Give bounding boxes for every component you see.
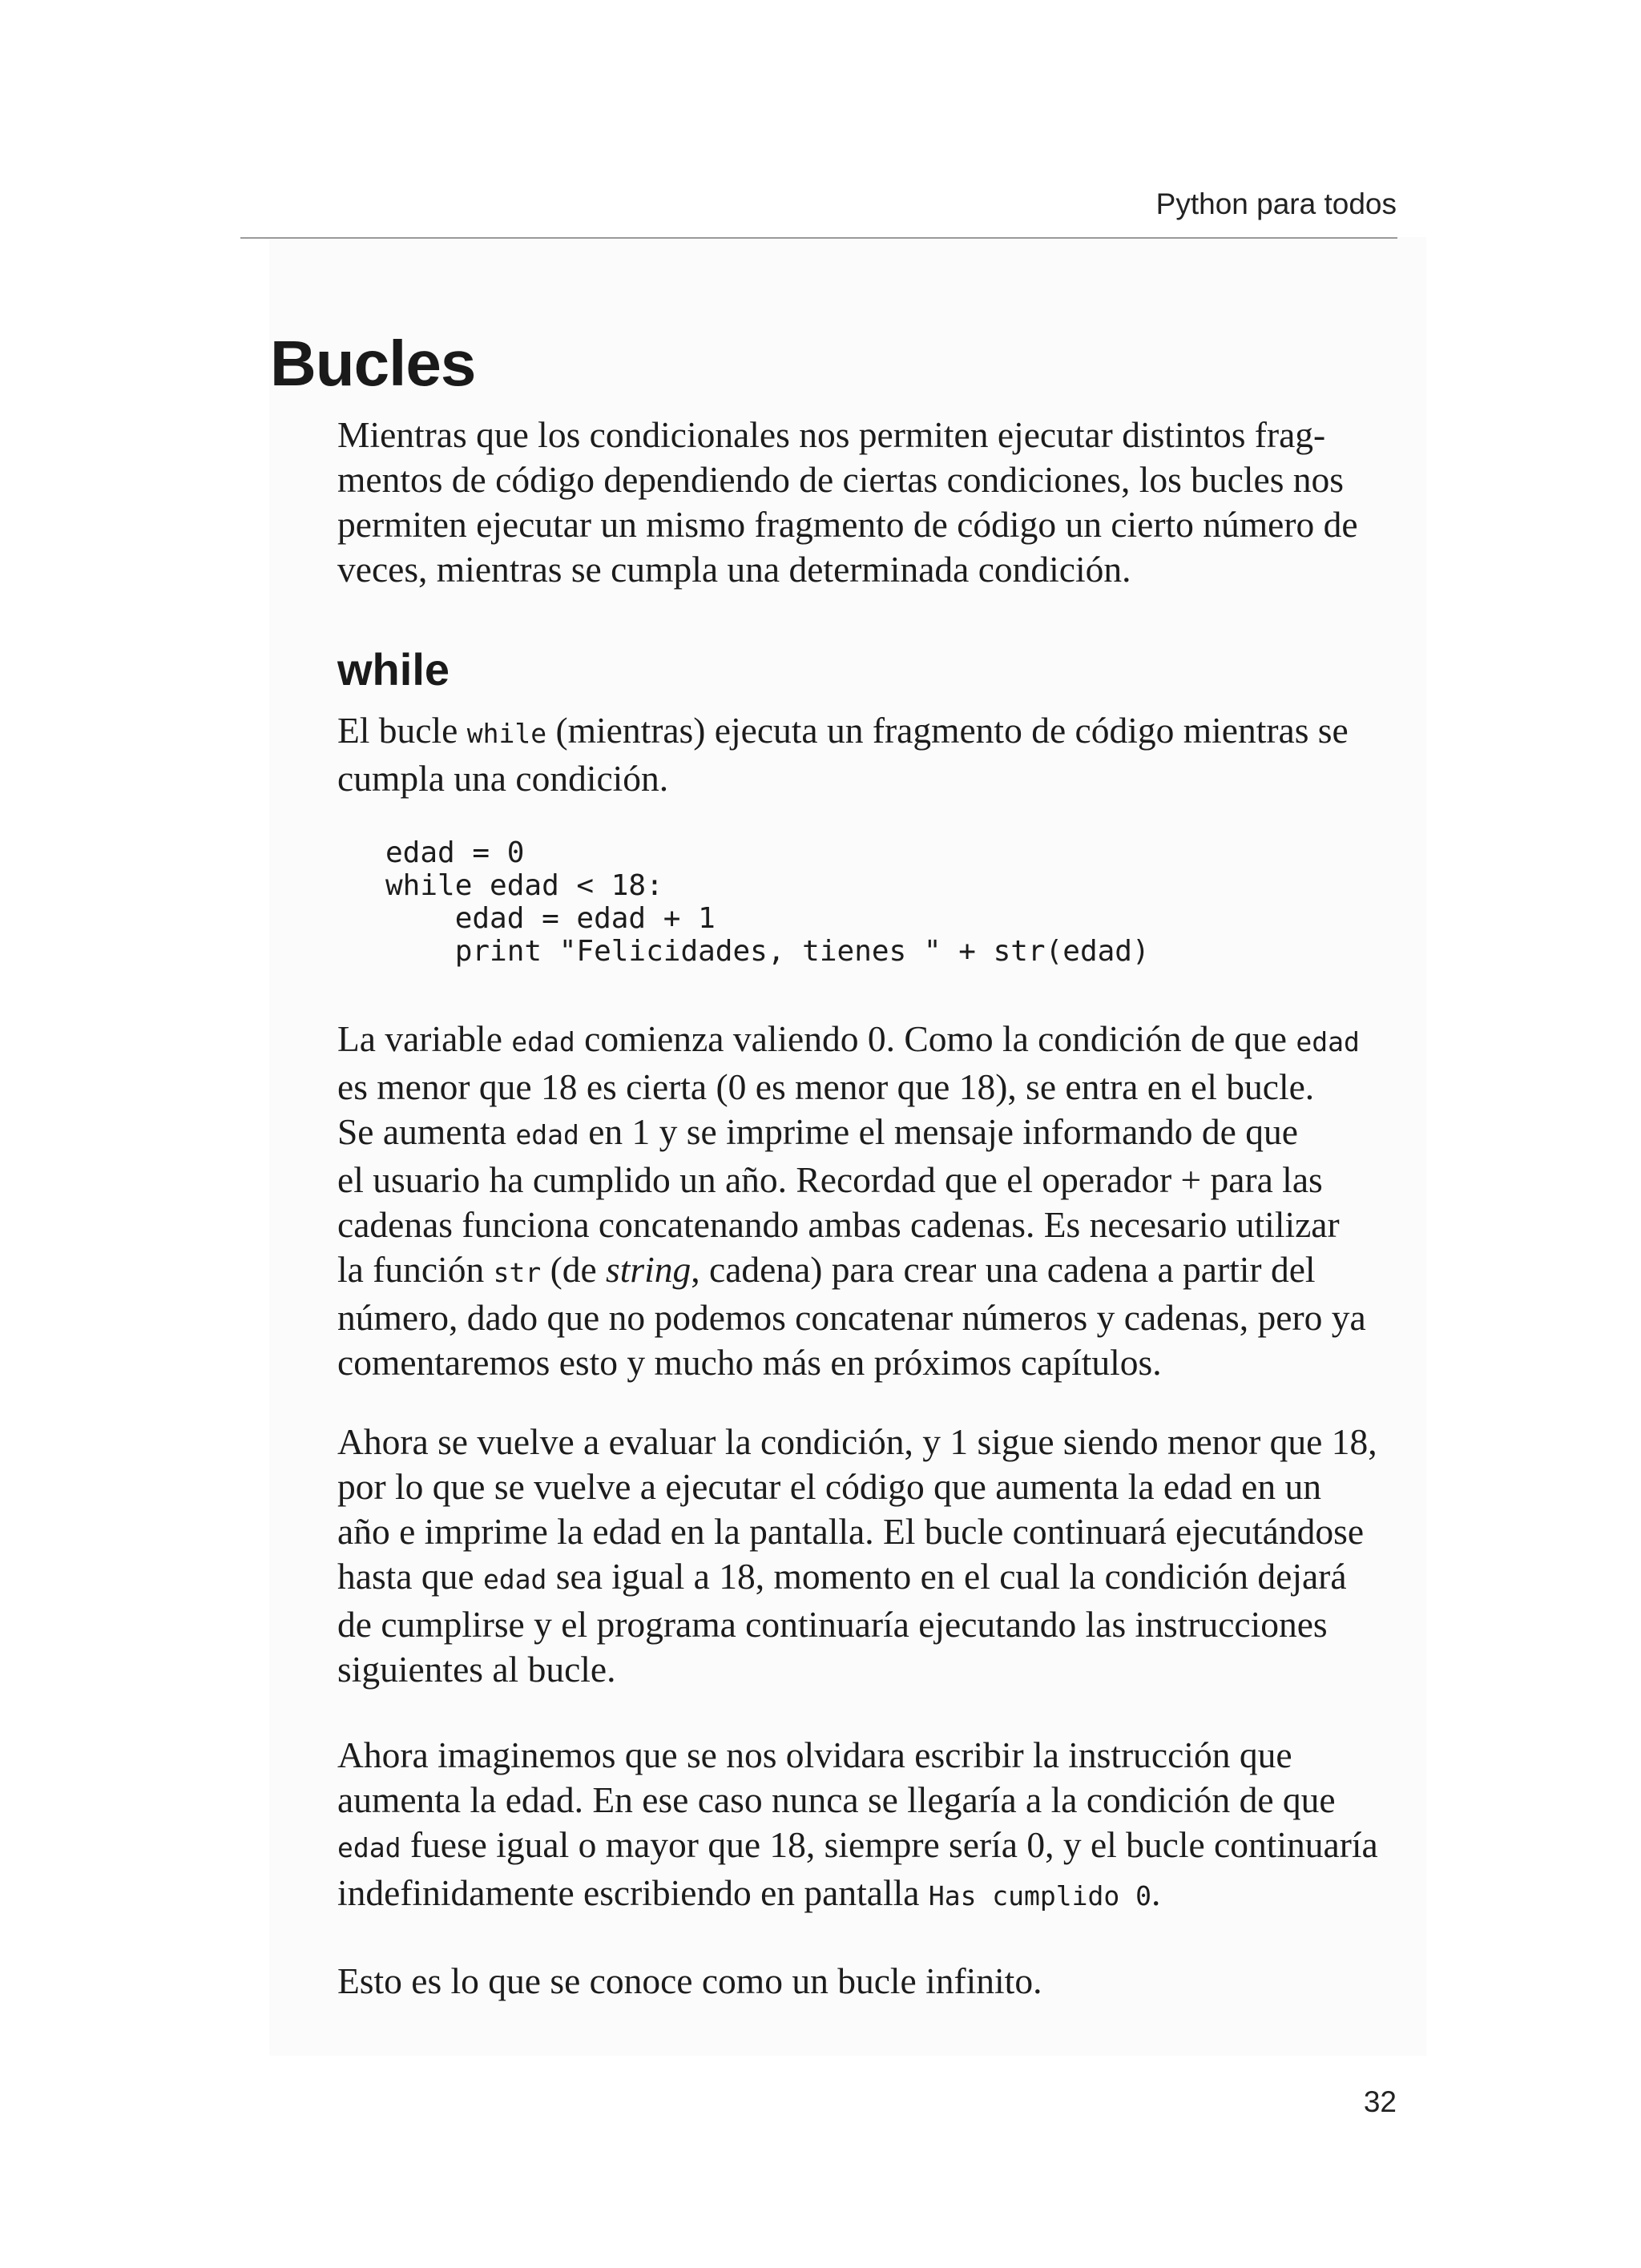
- paragraph-line: comentaremos esto y mucho más en próximos capítulos.: [337, 1342, 1162, 1383]
- paragraph-line: edad fuese igual o mayor que 18, siempre sería 0, y el bucle continuaría: [337, 1824, 1378, 1865]
- running-head: Python para todos: [1155, 187, 1397, 220]
- code-line: edad = 0: [385, 836, 525, 869]
- emphasis: string: [606, 1249, 691, 1290]
- paragraph-line: Ahora se vuelve a evaluar la condición, y 1 sigue siendo menor que 18,: [337, 1421, 1377, 1462]
- paragraph-line: siguientes al bucle.: [337, 1649, 616, 1690]
- header-rule: [240, 237, 1397, 239]
- paragraph-line: número, dado que no podemos concatenar números y cadenas, pero ya: [337, 1297, 1366, 1338]
- paragraph-line: de cumplirse y el programa continuaría ejecutando las instrucciones: [337, 1604, 1328, 1645]
- page-number: 32: [1363, 2085, 1397, 2118]
- paragraph-line: es menor que 18 es cierta (0 es menor que 18), se entra en el bucle.: [337, 1066, 1315, 1107]
- paragraph-5: [337, 1959, 1411, 2004]
- code-line: edad = edad + 1: [385, 902, 716, 935]
- code-line: print "Felicidades, tienes " + str(edad): [385, 935, 1150, 968]
- paragraph-line: cadenas funciona concatenando ambas cadenas. Es necesario utilizar: [337, 1204, 1340, 1245]
- intro-paragraph: [337, 413, 1411, 592]
- section-heading: while: [337, 644, 450, 695]
- code-block: [385, 836, 1150, 968]
- paragraph-line: cumpla una condición.: [337, 758, 669, 799]
- paragraph-line: La variable edad comienza valiendo 0. Como la condición de que edad: [337, 1018, 1360, 1059]
- code-line: while edad < 18:: [385, 869, 663, 902]
- inline-code: str: [493, 1257, 542, 1288]
- inline-code: Has cumplido 0: [928, 1880, 1151, 1911]
- paragraph-line: la función str (de string, cadena) para crear una cadena a partir del: [337, 1249, 1316, 1290]
- inline-code: edad: [511, 1026, 575, 1057]
- inline-code: edad: [337, 1832, 401, 1863]
- paragraph-line: hasta que edad sea igual a 18, momento en el cual la condición dejará: [337, 1556, 1347, 1597]
- paragraph-line: Esto es lo que se conoce como un bucle infinito.: [337, 1960, 1042, 2001]
- paragraph-3: [337, 1420, 1411, 1692]
- inline-code: while: [466, 718, 547, 749]
- paragraph-1: [337, 708, 1411, 801]
- paragraph-line: El bucle while (mientras) ejecuta un fragmento de código mientras se: [337, 710, 1349, 751]
- intro-line: Mientras que los condicionales nos permiten ejecutar distintos frag-: [337, 414, 1326, 455]
- inline-code: edad: [515, 1119, 579, 1150]
- inline-code: edad: [1296, 1026, 1360, 1057]
- paragraph-line: año e imprime la edad en la pantalla. El bucle continuará ejecutándose: [337, 1511, 1365, 1552]
- chapter-title: Bucles: [270, 328, 476, 399]
- intro-line: veces, mientras se cumpla una determinada condición.: [337, 549, 1131, 590]
- paragraph-line: Se aumenta edad en 1 y se imprime el mensaje informando de que: [337, 1111, 1298, 1152]
- intro-line: mentos de código dependiendo de ciertas condiciones, los bucles nos: [337, 459, 1344, 500]
- intro-line: permiten ejecutar un mismo fragmento de código un cierto número de: [337, 504, 1358, 545]
- paragraph-2: [337, 1017, 1411, 1385]
- paragraph-line: aumenta la edad. En ese caso nunca se llegaría a la condición de que: [337, 1779, 1336, 1820]
- paragraph-line: indefinidamente escribiendo en pantalla Has cumplido 0.: [337, 1872, 1161, 1913]
- paragraph-line: por lo que se vuelve a ejecutar el código que aumenta la edad en un: [337, 1466, 1321, 1507]
- paragraph-line: Ahora imaginemos que se nos olvidara escribir la instrucción que: [337, 1734, 1292, 1775]
- inline-code: edad: [482, 1564, 547, 1595]
- paragraph-line: el usuario ha cumplido un año. Recordad que el operador + para las: [337, 1159, 1323, 1200]
- paragraph-4: [337, 1733, 1411, 1919]
